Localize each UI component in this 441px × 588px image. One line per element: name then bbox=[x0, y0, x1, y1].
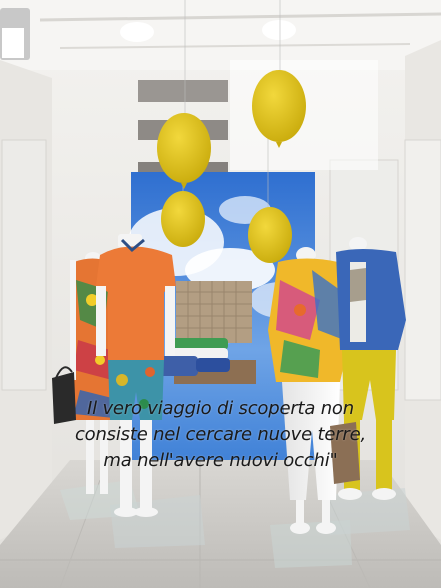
plaid-suitcase bbox=[176, 281, 252, 343]
blue-jacket bbox=[336, 249, 406, 350]
spotlight-icon bbox=[120, 22, 154, 42]
window-quote bbox=[0, 396, 441, 474]
back-opening bbox=[138, 80, 228, 102]
quote-line-2: consiste nel cercare nuove terre, bbox=[74, 424, 367, 445]
spotlight-icon bbox=[262, 20, 296, 40]
quote-line-3: ma nell'avere nuovi occhi" bbox=[103, 450, 338, 471]
quote-line-1: Il vero viaggio di scoperta non bbox=[87, 398, 354, 419]
balloon-icon bbox=[248, 207, 292, 263]
ceiling bbox=[0, 0, 441, 70]
orange-polo bbox=[96, 247, 176, 361]
balloon-icon bbox=[161, 191, 205, 247]
